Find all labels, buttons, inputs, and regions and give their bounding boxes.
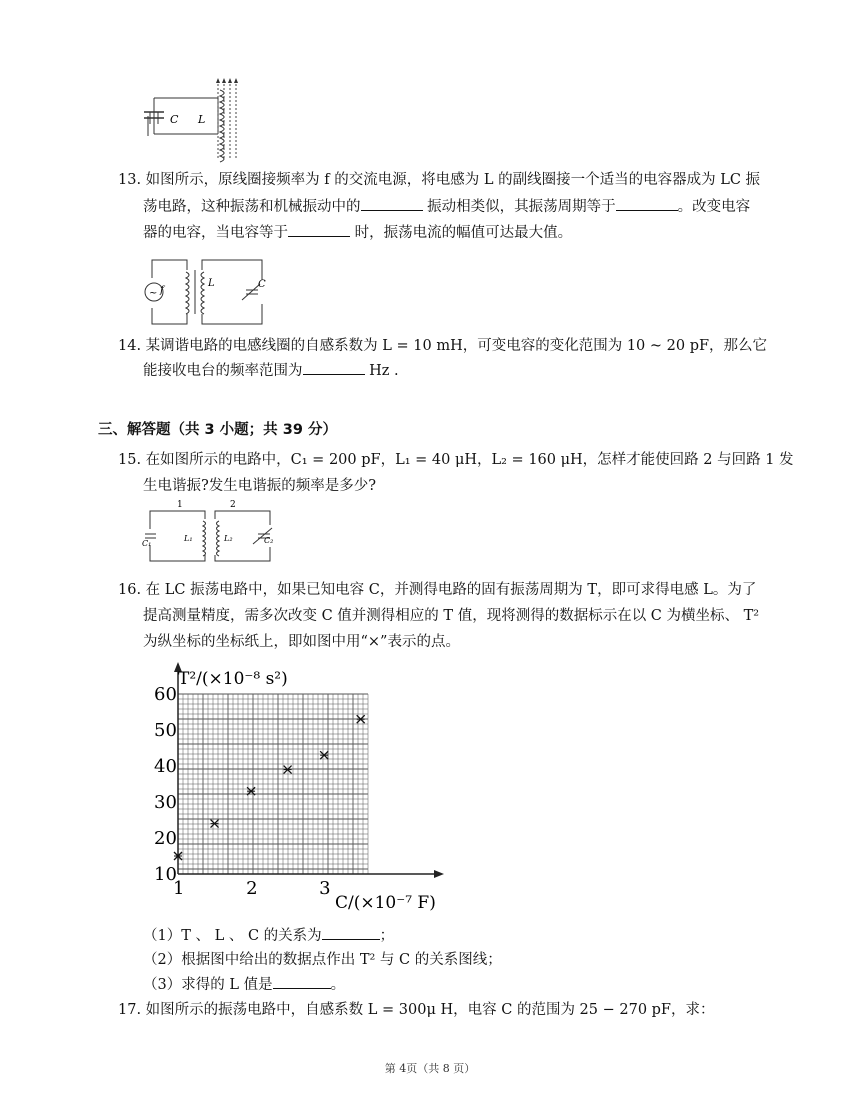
q13-line2b: 振动相类似，其振荡周期等于	[427, 199, 616, 215]
q16-sub3	[143, 974, 345, 995]
fig13-circuit	[140, 252, 275, 330]
q13-blank3	[288, 222, 350, 237]
x-tick-label-1: 1	[173, 878, 185, 899]
data-point-6	[357, 715, 365, 723]
q16-blank1	[322, 925, 380, 940]
q16-sub2: （2）根据图中给出的数据点作出 T² 与 C 的关系图线；	[143, 952, 502, 968]
x-tick-label-3: 3	[319, 878, 331, 899]
chart-grid	[178, 694, 368, 874]
q16-sub1b: ；	[379, 928, 395, 944]
q14-line2a: 能接收电台的频率范围为	[143, 363, 303, 379]
y-tick-label-10: 10	[154, 864, 177, 885]
t2-vs-c-chart	[150, 660, 450, 918]
fig12-circuit	[140, 78, 250, 163]
chart-ylabel: T²/(×10⁻⁸ s²)	[178, 669, 288, 689]
q16-sub3a: （3）求得的 L 值是	[143, 977, 273, 993]
fig12-label-c: C	[170, 113, 179, 126]
y-tick-label-40: 40	[154, 756, 177, 777]
q13-line3b: 时，振荡电流的幅值可达最大值。	[354, 225, 573, 241]
data-point-2	[211, 820, 219, 828]
fig12-label-l: L	[198, 113, 206, 126]
q13-blank1	[361, 196, 423, 211]
fig15-circuit	[140, 497, 280, 567]
q16-sub3b: 。	[330, 977, 346, 993]
y-tick-label-50: 50	[154, 720, 177, 741]
q16-line2: 提高测量精度，需多次改变 C 值并测得相应的 T 值，现将测得的数据标示在以 C 为横坐标、 T²	[143, 608, 760, 624]
fig13-source-symbol: ~	[149, 288, 158, 299]
fig13-label-l: L	[208, 278, 215, 289]
q15-line2: 生电谐振?发生电谐振的频率是多少?	[143, 478, 377, 494]
x-axis-arrow	[434, 870, 444, 878]
q16-sub1	[143, 925, 394, 946]
data-point-4	[284, 766, 292, 774]
q16-line3: 为纵坐标的坐标纸上，即如图中用“×”表示的点。	[143, 634, 460, 650]
q13-line1: 13. 如图所示，原线圈接频率为 f 的交流电源，将电感为 L 的副线圈接一个适当的电容器成为 LC 振	[118, 172, 761, 188]
q13-line2c: 。改变电容	[677, 199, 751, 215]
y-tick-label-20: 20	[154, 828, 177, 849]
x-tick-label-2: 2	[246, 878, 258, 899]
q16-blank3	[273, 974, 331, 989]
q16-line1: 16. 在 LC 振荡电路中，如果已知电容 C，并测得电路的固有振荡周期为 T，即可求得电感 L。为了	[118, 582, 757, 598]
fig15-label-c2: C₂	[264, 536, 274, 545]
chart-xlabel: C/(×10⁻⁷ F)	[335, 893, 436, 913]
q14-line1: 14. 某调谐电路的电感线圈的自感系数为 L = 10 mH，可变电容的变化范围为 10 ~ 20 pF，那么它	[118, 338, 768, 354]
q14-line2b: Hz .	[369, 363, 399, 379]
fig15-loop1-label: 1	[177, 500, 183, 510]
chart-tick-labels	[154, 684, 331, 899]
q13-blank2	[616, 196, 678, 211]
fig13-label-c: C	[258, 279, 266, 290]
fig15-loop2-label: 2	[230, 500, 236, 510]
fig15-label-c1: C₁	[142, 539, 152, 548]
y-tick-label-30: 30	[154, 792, 177, 813]
section3-title: 三、解答题（共 3 小题；共 39 分）	[98, 422, 337, 438]
page-footer: 第 4页（共 8 页）	[384, 1062, 476, 1075]
fig13-label-f: f	[160, 285, 164, 296]
q14-blank	[303, 360, 365, 375]
data-point-5	[320, 751, 328, 759]
q17-line1: 17. 如图所示的振荡电路中，自感系数 L = 300μ H，电容 C 的范围为 25 − 270 pF，求：	[118, 1002, 715, 1018]
q14-line2	[143, 360, 399, 381]
fig15-label-l2: L₂	[224, 534, 233, 543]
q13-line3	[143, 222, 572, 243]
y-tick-label-60: 60	[154, 684, 177, 705]
q13-line2	[143, 196, 750, 217]
q15-line1: 15. 在如图所示的电路中，C₁ = 200 pF，L₁ = 40 μH，L₂ = 160 μH，怎样才能使回路 2 与回路 1 发	[118, 452, 794, 468]
q13-line2a: 荡电路，这种振荡和机械振动中的	[143, 199, 361, 215]
fig15-label-l1: L₁	[184, 534, 193, 543]
q13-line3a: 器的电容，当电容等于	[143, 225, 288, 241]
q16-sub1a: （1）T 、 L 、 C 的关系为	[143, 928, 322, 944]
